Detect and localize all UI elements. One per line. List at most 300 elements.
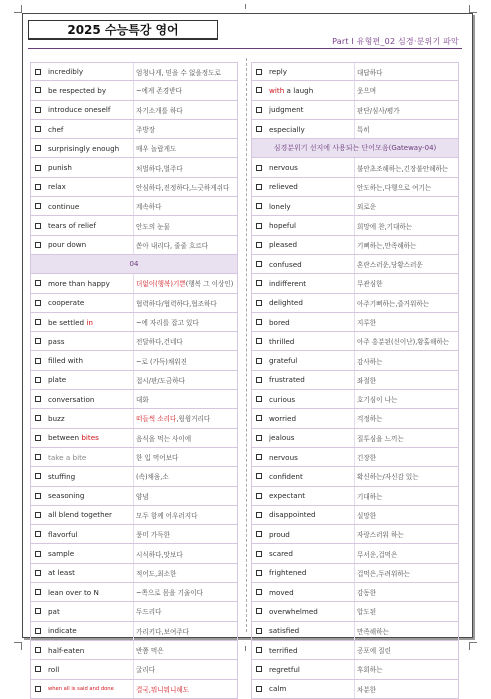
vocab-word — [266, 646, 354, 655]
vocab-row — [30, 448, 238, 467]
checkbox-square-icon — [256, 647, 262, 653]
word-highlight: with — [269, 85, 285, 95]
meaning-text: 공포에 질린 — [357, 647, 391, 656]
vocab-meaning — [354, 313, 458, 331]
vocab-row — [251, 506, 459, 525]
vocab-meaning — [133, 487, 237, 505]
meaning-text: 안도의 눈물 — [136, 222, 170, 231]
meaning-text: 반쯤 먹은 — [136, 647, 164, 656]
vocab-meaning — [354, 216, 458, 234]
checkbox[interactable] — [31, 512, 45, 518]
checkbox[interactable] — [31, 165, 45, 171]
word-text: relieved — [269, 182, 298, 192]
vocab-meaning — [133, 63, 237, 80]
checkbox[interactable] — [31, 300, 45, 306]
checkbox[interactable] — [252, 531, 266, 537]
vocab-row — [251, 602, 459, 621]
checkbox-square-icon — [256, 686, 262, 692]
vocab-row — [251, 274, 459, 293]
meaning-text: 처벌하다,벌주다 — [136, 164, 183, 173]
checkbox[interactable] — [252, 666, 266, 672]
checkbox-square-icon — [256, 223, 262, 229]
vocab-row — [30, 506, 238, 525]
vocab-meaning — [354, 622, 458, 640]
vocab-word — [45, 607, 133, 616]
checkbox-square-icon — [256, 396, 262, 402]
vocab-meaning — [354, 409, 458, 427]
checkbox[interactable] — [31, 87, 45, 93]
checkbox[interactable] — [252, 686, 266, 692]
checkbox[interactable] — [252, 512, 266, 518]
vocab-word — [266, 125, 354, 134]
checkbox[interactable] — [252, 628, 266, 634]
checkbox-square-icon — [35, 608, 41, 614]
checkbox[interactable] — [252, 107, 266, 113]
vocab-word — [266, 337, 354, 346]
vocab-row — [30, 351, 238, 370]
checkbox-square-icon — [256, 531, 262, 537]
vocab-word — [45, 588, 133, 597]
vocab-word — [266, 86, 354, 95]
checkbox-square-icon — [256, 107, 262, 113]
checkbox[interactable] — [31, 69, 45, 75]
vocab-word — [266, 202, 354, 211]
vocab-word — [45, 279, 133, 288]
vocab-row — [251, 101, 459, 120]
checkbox-square-icon — [256, 69, 262, 75]
checkbox-square-icon — [35, 126, 41, 132]
vocab-meaning — [133, 158, 237, 176]
meaning-text: 음식을 먹는 사이에 — [136, 434, 192, 443]
vocab-word — [266, 67, 354, 76]
checkbox[interactable] — [252, 165, 266, 171]
checkbox[interactable] — [252, 608, 266, 614]
vocab-word — [45, 163, 133, 172]
vocab-row — [251, 525, 459, 544]
vocab-meaning — [354, 63, 458, 80]
meaning-text: 엄청나게, 믿을 수 없을정도로 — [136, 68, 221, 77]
vocab-meaning — [133, 544, 237, 562]
checkbox-square-icon — [35, 300, 41, 306]
checkbox[interactable] — [31, 358, 45, 364]
word-text: a laugh — [284, 85, 314, 95]
word-text: thrilled — [269, 336, 295, 346]
checkbox[interactable] — [31, 396, 45, 402]
vocab-meaning — [133, 120, 237, 138]
checkbox[interactable] — [252, 493, 266, 499]
checkbox-square-icon — [35, 203, 41, 209]
vocab-word — [45, 202, 133, 211]
meaning-text: ,윙윙거리다 — [176, 415, 211, 424]
checkbox[interactable] — [31, 531, 45, 537]
checkbox-square-icon — [256, 666, 262, 672]
vocab-word — [266, 568, 354, 577]
vocab-word — [266, 510, 354, 519]
meaning-text: ~에 자리를 잡고 있다 — [136, 319, 199, 327]
meaning-text: 주방장 — [136, 126, 156, 135]
checkbox[interactable] — [252, 435, 266, 441]
vocab-row — [30, 294, 238, 313]
checkbox[interactable] — [31, 184, 45, 190]
checkbox-square-icon — [35, 87, 41, 93]
checkbox[interactable] — [31, 415, 45, 421]
meaning-text: 모두 함께 어우러지다 — [136, 511, 198, 520]
checkbox[interactable] — [252, 396, 266, 402]
checkbox[interactable] — [31, 551, 45, 557]
vocab-row — [251, 313, 459, 332]
checkbox[interactable] — [252, 473, 266, 479]
vocab-meaning — [133, 216, 237, 234]
vocab-row — [251, 197, 459, 216]
vocab-word — [266, 684, 354, 693]
word-text: sample — [48, 549, 75, 559]
word-text: frustrated — [269, 375, 305, 385]
word-text: nervous — [269, 452, 298, 462]
vocab-row — [30, 680, 238, 699]
checkbox[interactable] — [31, 686, 45, 692]
meaning-text: 걱정하는 — [357, 415, 383, 424]
vocab-meaning — [133, 525, 237, 543]
checkbox-square-icon — [35, 570, 41, 576]
vocab-row — [30, 120, 238, 139]
vocab-word — [266, 549, 354, 558]
word-text: proud — [269, 529, 290, 539]
checkbox-square-icon — [35, 628, 41, 634]
checkbox-square-icon — [256, 184, 262, 190]
word-text: worried — [269, 413, 297, 423]
vocab-word — [45, 375, 133, 384]
word-text: incredibly — [48, 67, 84, 77]
checkbox-square-icon — [35, 319, 41, 325]
checkbox-square-icon — [35, 589, 41, 595]
vocab-meaning — [354, 158, 458, 176]
checkbox-square-icon — [256, 165, 262, 171]
word-text: reply — [269, 67, 288, 77]
vocab-word — [45, 491, 133, 500]
checkbox[interactable] — [252, 203, 266, 209]
checkbox[interactable] — [31, 473, 45, 479]
checkbox[interactable] — [252, 87, 266, 93]
vocab-meaning — [354, 274, 458, 292]
vocab-meaning — [354, 120, 458, 138]
checkbox[interactable] — [31, 107, 45, 113]
vocab-word — [266, 182, 354, 191]
vocab-row — [30, 525, 238, 544]
word-text: roll — [48, 664, 60, 674]
checkbox[interactable] — [252, 280, 266, 286]
meaning-text: 쏟아 내리다, 줄줄 흐르다 — [136, 241, 209, 250]
meaning-text: 전달하다,건네다 — [136, 338, 183, 347]
vocab-meaning — [133, 622, 237, 640]
checkbox[interactable] — [31, 338, 45, 344]
checkbox-square-icon — [256, 261, 262, 267]
checkbox[interactable] — [252, 551, 266, 557]
checkbox-square-icon — [256, 628, 262, 634]
word-text: satisfied — [269, 626, 300, 636]
vocab-meaning — [133, 506, 237, 524]
checkbox[interactable] — [252, 261, 266, 267]
vocab-meaning — [133, 564, 237, 582]
vocab-meaning — [133, 332, 237, 350]
vocab-row — [30, 660, 238, 679]
word-text: terrified — [269, 645, 298, 655]
vocab-word — [266, 433, 354, 442]
meaning-text: 협력하다/협력하다,협조하다 — [136, 299, 217, 308]
meaning-text: 질투심을 느끼는 — [357, 434, 404, 443]
meaning-text: 실망한 — [357, 511, 377, 520]
checkbox[interactable] — [252, 126, 266, 132]
word-text: frightened — [269, 568, 307, 578]
checkbox-square-icon — [256, 512, 262, 518]
vocab-word — [45, 530, 133, 539]
checkbox[interactable] — [31, 203, 45, 209]
vocab-row — [30, 641, 238, 660]
vocab-row — [251, 294, 459, 313]
vocab-meaning — [133, 660, 237, 678]
checkbox[interactable] — [252, 377, 266, 383]
checkbox-square-icon — [35, 531, 41, 537]
vocab-meaning — [133, 236, 237, 254]
vocab-meaning — [133, 294, 237, 312]
vocab-word — [266, 221, 354, 230]
vocab-meaning — [133, 680, 237, 698]
word-text: pat — [48, 606, 60, 616]
checkbox[interactable] — [252, 242, 266, 248]
meaning-text: 차분한 — [357, 685, 377, 694]
crop-mark-top-right — [469, 5, 477, 13]
vocab-word — [266, 260, 354, 269]
vocab-meaning — [354, 429, 458, 447]
checkbox[interactable] — [31, 242, 45, 248]
meaning-text: 한 입 먹어보다 — [136, 454, 179, 463]
word-text: expectant — [269, 491, 306, 501]
checkbox[interactable] — [31, 570, 45, 576]
vocab-row — [30, 62, 238, 81]
crop-mark-top-left — [14, 5, 22, 13]
vocab-row — [251, 236, 459, 255]
meaning-text: 대답하다 — [357, 68, 383, 77]
checkbox[interactable] — [31, 126, 45, 132]
word-text: be settled — [48, 317, 87, 327]
vocab-word — [45, 298, 133, 307]
checkbox-square-icon — [256, 203, 262, 209]
checkbox-square-icon — [256, 608, 262, 614]
vocab-row — [30, 274, 238, 293]
meaning-text: 불안초조해하는,긴장불안해하는 — [357, 164, 449, 173]
vocab-meaning — [354, 101, 458, 119]
word-text: punish — [48, 163, 72, 173]
vocab-meaning — [354, 467, 458, 485]
vocab-row — [251, 544, 459, 563]
vocab-row — [251, 371, 459, 390]
checkbox[interactable] — [31, 223, 45, 229]
word-text: moved — [269, 587, 294, 597]
meaning-text: 기대하는 — [357, 492, 383, 501]
checkbox[interactable] — [252, 647, 266, 653]
vocab-meaning — [133, 602, 237, 620]
section-header: 04 — [30, 255, 238, 274]
vocab-row — [251, 390, 459, 409]
vocab-word — [45, 356, 133, 365]
vocab-row — [30, 197, 238, 216]
checkbox-square-icon — [256, 358, 262, 364]
meaning-text: ~로 (가득)채워진 — [136, 357, 187, 366]
vocab-meaning — [133, 371, 237, 389]
word-text: grateful — [269, 356, 298, 366]
checkbox[interactable] — [31, 377, 45, 383]
word-text: lonely — [269, 201, 291, 211]
word-text: be respected by — [48, 85, 107, 95]
word-text: curious — [269, 394, 296, 404]
checkbox-square-icon — [256, 87, 262, 93]
vocab-row — [30, 602, 238, 621]
word-text: confident — [269, 471, 303, 481]
checkbox-square-icon — [35, 666, 41, 672]
vocab-row — [251, 409, 459, 428]
vocab-row — [251, 216, 459, 235]
vocab-meaning — [354, 197, 458, 215]
meaning-text: 매우 놀랍게도 — [136, 145, 177, 154]
meaning-text: 자랑스러워 하는 — [357, 531, 404, 540]
vocab-row — [251, 255, 459, 274]
vocab-row — [251, 680, 459, 699]
vocab-row — [30, 81, 238, 100]
meaning-text: 안도하는,다행으로 여기는 — [357, 183, 432, 192]
checkbox[interactable] — [252, 589, 266, 595]
checkbox-square-icon — [35, 242, 41, 248]
checkbox[interactable] — [31, 666, 45, 672]
checkbox[interactable] — [252, 358, 266, 364]
checkbox-square-icon — [35, 338, 41, 344]
vocab-word — [45, 568, 133, 577]
meaning-text: 웃으며 — [357, 87, 377, 96]
checkbox[interactable] — [252, 184, 266, 190]
checkbox[interactable] — [31, 454, 45, 460]
checkbox[interactable] — [31, 435, 45, 441]
word-highlight: in — [86, 317, 93, 327]
word-text: half-eaten — [48, 645, 85, 655]
checkbox[interactable] — [31, 647, 45, 653]
vocab-row — [251, 564, 459, 583]
checkbox[interactable] — [252, 69, 266, 75]
vocab-meaning — [354, 602, 458, 620]
vocab-meaning — [133, 81, 237, 99]
vocab-meaning — [354, 544, 458, 562]
vocab-row — [30, 178, 238, 197]
meaning-highlight: 결국,뭐니뭐니해도 — [136, 685, 190, 694]
word-text: surprisingly enough — [48, 143, 120, 153]
vocab-meaning — [133, 409, 237, 427]
vocab-row — [30, 429, 238, 448]
vocab-word — [45, 240, 133, 249]
word-text: relax — [48, 182, 66, 192]
word-text: tears of relief — [48, 221, 97, 231]
vocab-row — [251, 351, 459, 370]
checkbox[interactable] — [31, 319, 45, 325]
word-text: chef — [48, 124, 64, 134]
meaning-highlight: 더없이(행복)기쁜 — [136, 280, 186, 289]
checkbox-square-icon — [35, 223, 41, 229]
vocab-meaning — [354, 332, 458, 350]
word-text: especially — [269, 124, 305, 134]
vocab-word — [266, 626, 354, 635]
vocab-word — [266, 298, 354, 307]
meaning-text: 긴장한 — [357, 454, 377, 463]
meaning-text: 안심하다,진정하다,느긋하게쉬다 — [136, 183, 230, 192]
vocab-row — [251, 641, 459, 660]
vocab-meaning — [354, 390, 458, 408]
checkbox-square-icon — [35, 145, 41, 151]
meaning-text: 무서운,겁먹은 — [357, 550, 398, 559]
checkbox-square-icon — [35, 493, 41, 499]
checkbox-square-icon — [256, 493, 262, 499]
checkbox-square-icon — [256, 126, 262, 132]
checkbox[interactable] — [252, 570, 266, 576]
vocab-word — [266, 491, 354, 500]
checkbox-square-icon — [256, 435, 262, 441]
vocab-row — [251, 660, 459, 679]
vocab-word — [266, 163, 354, 172]
checkbox[interactable] — [252, 319, 266, 325]
vocab-word — [45, 337, 133, 346]
word-text: buzz — [48, 413, 65, 423]
word-text: jealous — [269, 433, 295, 443]
word-text: between — [48, 433, 82, 443]
vocab-meaning — [133, 197, 237, 215]
vocab-meaning — [133, 351, 237, 369]
checkbox-square-icon — [256, 377, 262, 383]
meaning-text: 양념 — [136, 492, 149, 501]
word-text: cooperate — [48, 298, 85, 308]
meaning-text: 감사하는 — [357, 357, 383, 366]
checkbox[interactable] — [31, 493, 45, 499]
checkbox[interactable] — [252, 338, 266, 344]
checkbox[interactable] — [252, 300, 266, 306]
checkbox[interactable] — [252, 415, 266, 421]
checkbox[interactable] — [252, 454, 266, 460]
center-mark-bottom — [245, 646, 246, 651]
vocab-row — [30, 216, 238, 235]
vocab-word — [45, 453, 133, 462]
checkbox-square-icon — [35, 107, 41, 113]
vocab-meaning — [354, 351, 458, 369]
word-text: scared — [269, 549, 293, 559]
checkbox[interactable] — [31, 628, 45, 634]
vocab-word — [266, 318, 354, 327]
checkbox[interactable] — [31, 145, 45, 151]
checkbox-square-icon — [35, 686, 41, 692]
checkbox[interactable] — [252, 223, 266, 229]
vocab-word — [45, 86, 133, 95]
vocab-word — [266, 395, 354, 404]
checkbox[interactable] — [31, 608, 45, 614]
word-text: when all is said and done — [48, 685, 114, 692]
word-text: bored — [269, 317, 290, 327]
vocab-word — [45, 665, 133, 674]
vocab-word — [45, 626, 133, 635]
word-text: indicate — [48, 626, 77, 636]
meaning-text: 만족해하는 — [357, 627, 389, 636]
word-text: delighted — [269, 298, 303, 308]
vocab-row — [251, 448, 459, 467]
vocab-meaning — [354, 583, 458, 601]
vocab-meaning — [354, 564, 458, 582]
checkbox[interactable] — [31, 280, 45, 286]
word-text: stuffing — [48, 471, 76, 481]
checkbox[interactable] — [31, 589, 45, 595]
vocab-word — [45, 182, 133, 191]
vocab-row — [251, 62, 459, 81]
